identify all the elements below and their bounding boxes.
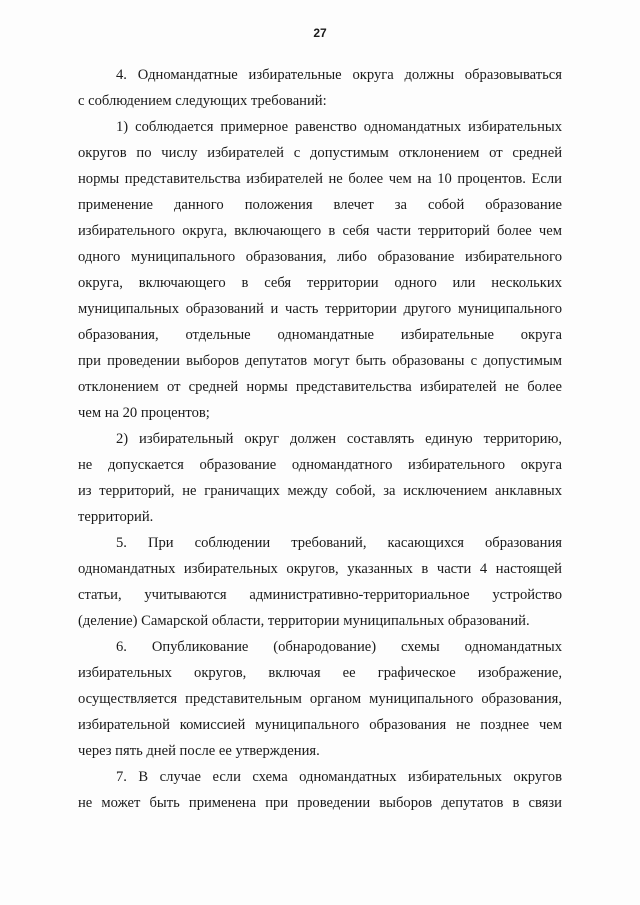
text-line: 4. Одномандатные избирательные округа должны образовываться <box>116 67 562 83</box>
text-line: 1) соблюдается примерное равенство одномандатных избирательных <box>116 119 562 135</box>
text-line: с соблюдением следующих требований: <box>78 93 327 109</box>
text-line: чем на 20 процентов; <box>78 405 210 421</box>
document-body <box>78 62 562 816</box>
text-line: избирательных округов, включая ее графическое изображение, <box>78 665 562 681</box>
text-line: через пять дней после ее утверждения. <box>78 743 320 759</box>
text-line: муниципальных образований и часть территории другого муниципального <box>78 301 562 317</box>
text-line: 5. При соблюдении требований, касающихся образования <box>116 535 562 551</box>
text-line: 2) избирательный округ должен составлять единую территорию, <box>116 431 562 447</box>
text-line: при проведении выборов депутатов могут быть образованы с допустимым <box>78 353 562 369</box>
text-line: избирательного округа, включающего в себя части территорий более чем <box>78 223 562 239</box>
page-number: 27 <box>313 26 327 40</box>
text-line: не может быть применена при проведении выборов депутатов в связи <box>78 795 562 811</box>
text-line: (деление) Самарской области, территории муниципальных образований. <box>78 613 530 629</box>
text-line: статьи, учитываются административно-территориальное устройство <box>78 587 562 603</box>
text-line: округов по числу избирателей с допустимым отклонением от средней <box>78 145 562 161</box>
text-line: нормы представительства избирателей не более чем на 10 процентов. Если <box>78 171 562 187</box>
text-line: отклонением от средней нормы представительства избирателей не более <box>78 379 562 395</box>
text-line: территорий. <box>78 509 154 525</box>
text-line: одного муниципального образования, либо образование избирательного <box>78 249 562 265</box>
text-line: 6. Опубликование (обнародование) схемы одномандатных <box>116 639 562 655</box>
text-line: 7. В случае если схема одномандатных избирательных округов <box>116 769 562 785</box>
text-line: применение данного положения влечет за собой образование <box>78 197 562 213</box>
text-line: избирательной комиссией муниципального образования не позднее чем <box>78 717 562 733</box>
text-line: одномандатных избирательных округов, указанных в части 4 настоящей <box>78 561 562 577</box>
text-line: округа, включающего в себя территории одного или нескольких <box>78 275 562 291</box>
text-line: осуществляется представительным органом муниципального образования, <box>78 691 562 707</box>
text-line: не допускается образование одномандатного избирательного округа <box>78 457 562 473</box>
text-line: образования, отдельные одномандатные избирательные округа <box>78 327 562 343</box>
text-line: из территорий, не граничащих между собой, за исключением анклавных <box>78 483 562 499</box>
